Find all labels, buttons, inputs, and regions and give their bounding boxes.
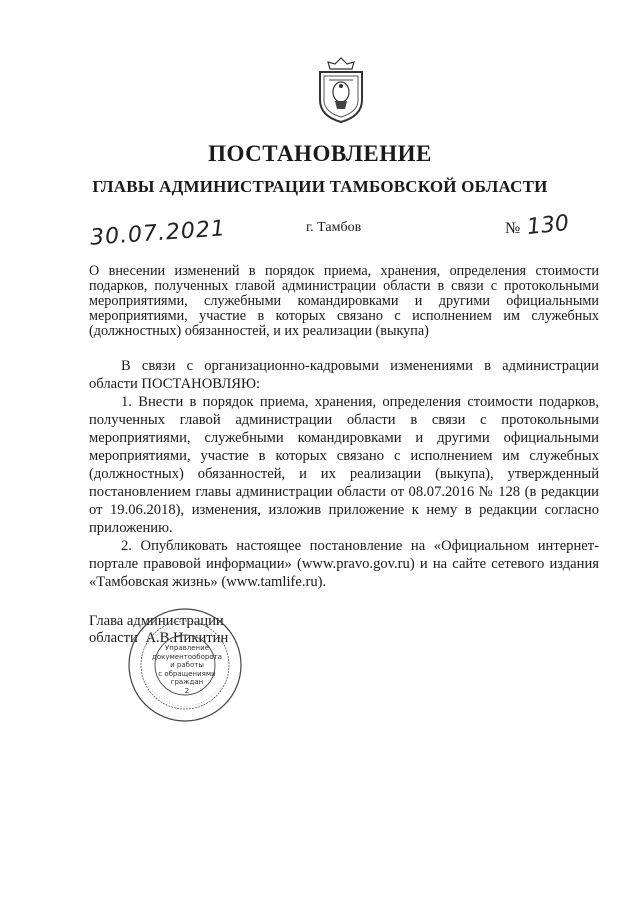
stamp-line: 2 <box>184 686 190 695</box>
paragraph-item-2: 2. Опубликовать настоящее постановление на «Официальном интернет-портале правовой информации» (www.pravo.gov.ru) и на сайте сетевого издания «Тамбовская жизнь» (www.tamlife.ru). <box>89 538 599 590</box>
paragraph-preamble: В связи с организационно-кадровыми изменениями в администрации области ПОСТАНОВЛЯЮ: <box>89 358 599 392</box>
subject-heading: О внесении изменений в порядок приема, хранения, определения стоимости подарков, полученных главой администрации области в связи с протокольными мероприятиями, служебными командировками и другими официальными мероприятиями, участие в которых связано с исполнением им служебных (должностных) обязанностей, и их реализации (выкупа) <box>89 263 599 339</box>
signature-title-line1: Глава администрации <box>89 613 224 629</box>
coat-of-arms-emblem <box>314 56 368 124</box>
stamp-center-text <box>152 644 222 695</box>
stamp-line: и работы <box>170 661 204 669</box>
handwritten-date: 30.07.2021 <box>89 216 227 251</box>
stamp-line: Управление <box>165 644 209 652</box>
stamp-line: граждан <box>170 678 204 686</box>
handwritten-number: 130 <box>525 210 571 241</box>
stamp-line: с обращениями <box>158 669 216 678</box>
signature-title-area: области <box>89 630 138 646</box>
number-label: № <box>505 220 521 237</box>
signatory-name: А.В.Никитин <box>145 630 229 646</box>
stamp-line: документооборота <box>152 652 222 661</box>
document-issuer: ГЛАВЫ АДМИНИСТРАЦИИ ТАМБОВСКОЙ ОБЛАСТИ <box>92 177 548 196</box>
city-label: г. Тамбов <box>306 220 362 235</box>
document-body <box>89 357 599 591</box>
document-type-title: ПОСТАНОВЛЕНИЕ <box>208 141 432 166</box>
paragraph-item-1: 1. Внести в порядок приема, хранения, определения стоимости подарков, полученных главой администрации области в связи с протокольными мероприятиями, служебными командировками и другими официальными мероприятиями, участие в которых связано с исполнением им служебных (должностных) обязанностей, и их реализации (выкупа), утвержденный постановлением главы администрации области от 08.07.2016 № 128 (в редакции от 19.06.2018), изменения, изложив приложение к нему в редакции согласно приложению. <box>89 394 599 536</box>
